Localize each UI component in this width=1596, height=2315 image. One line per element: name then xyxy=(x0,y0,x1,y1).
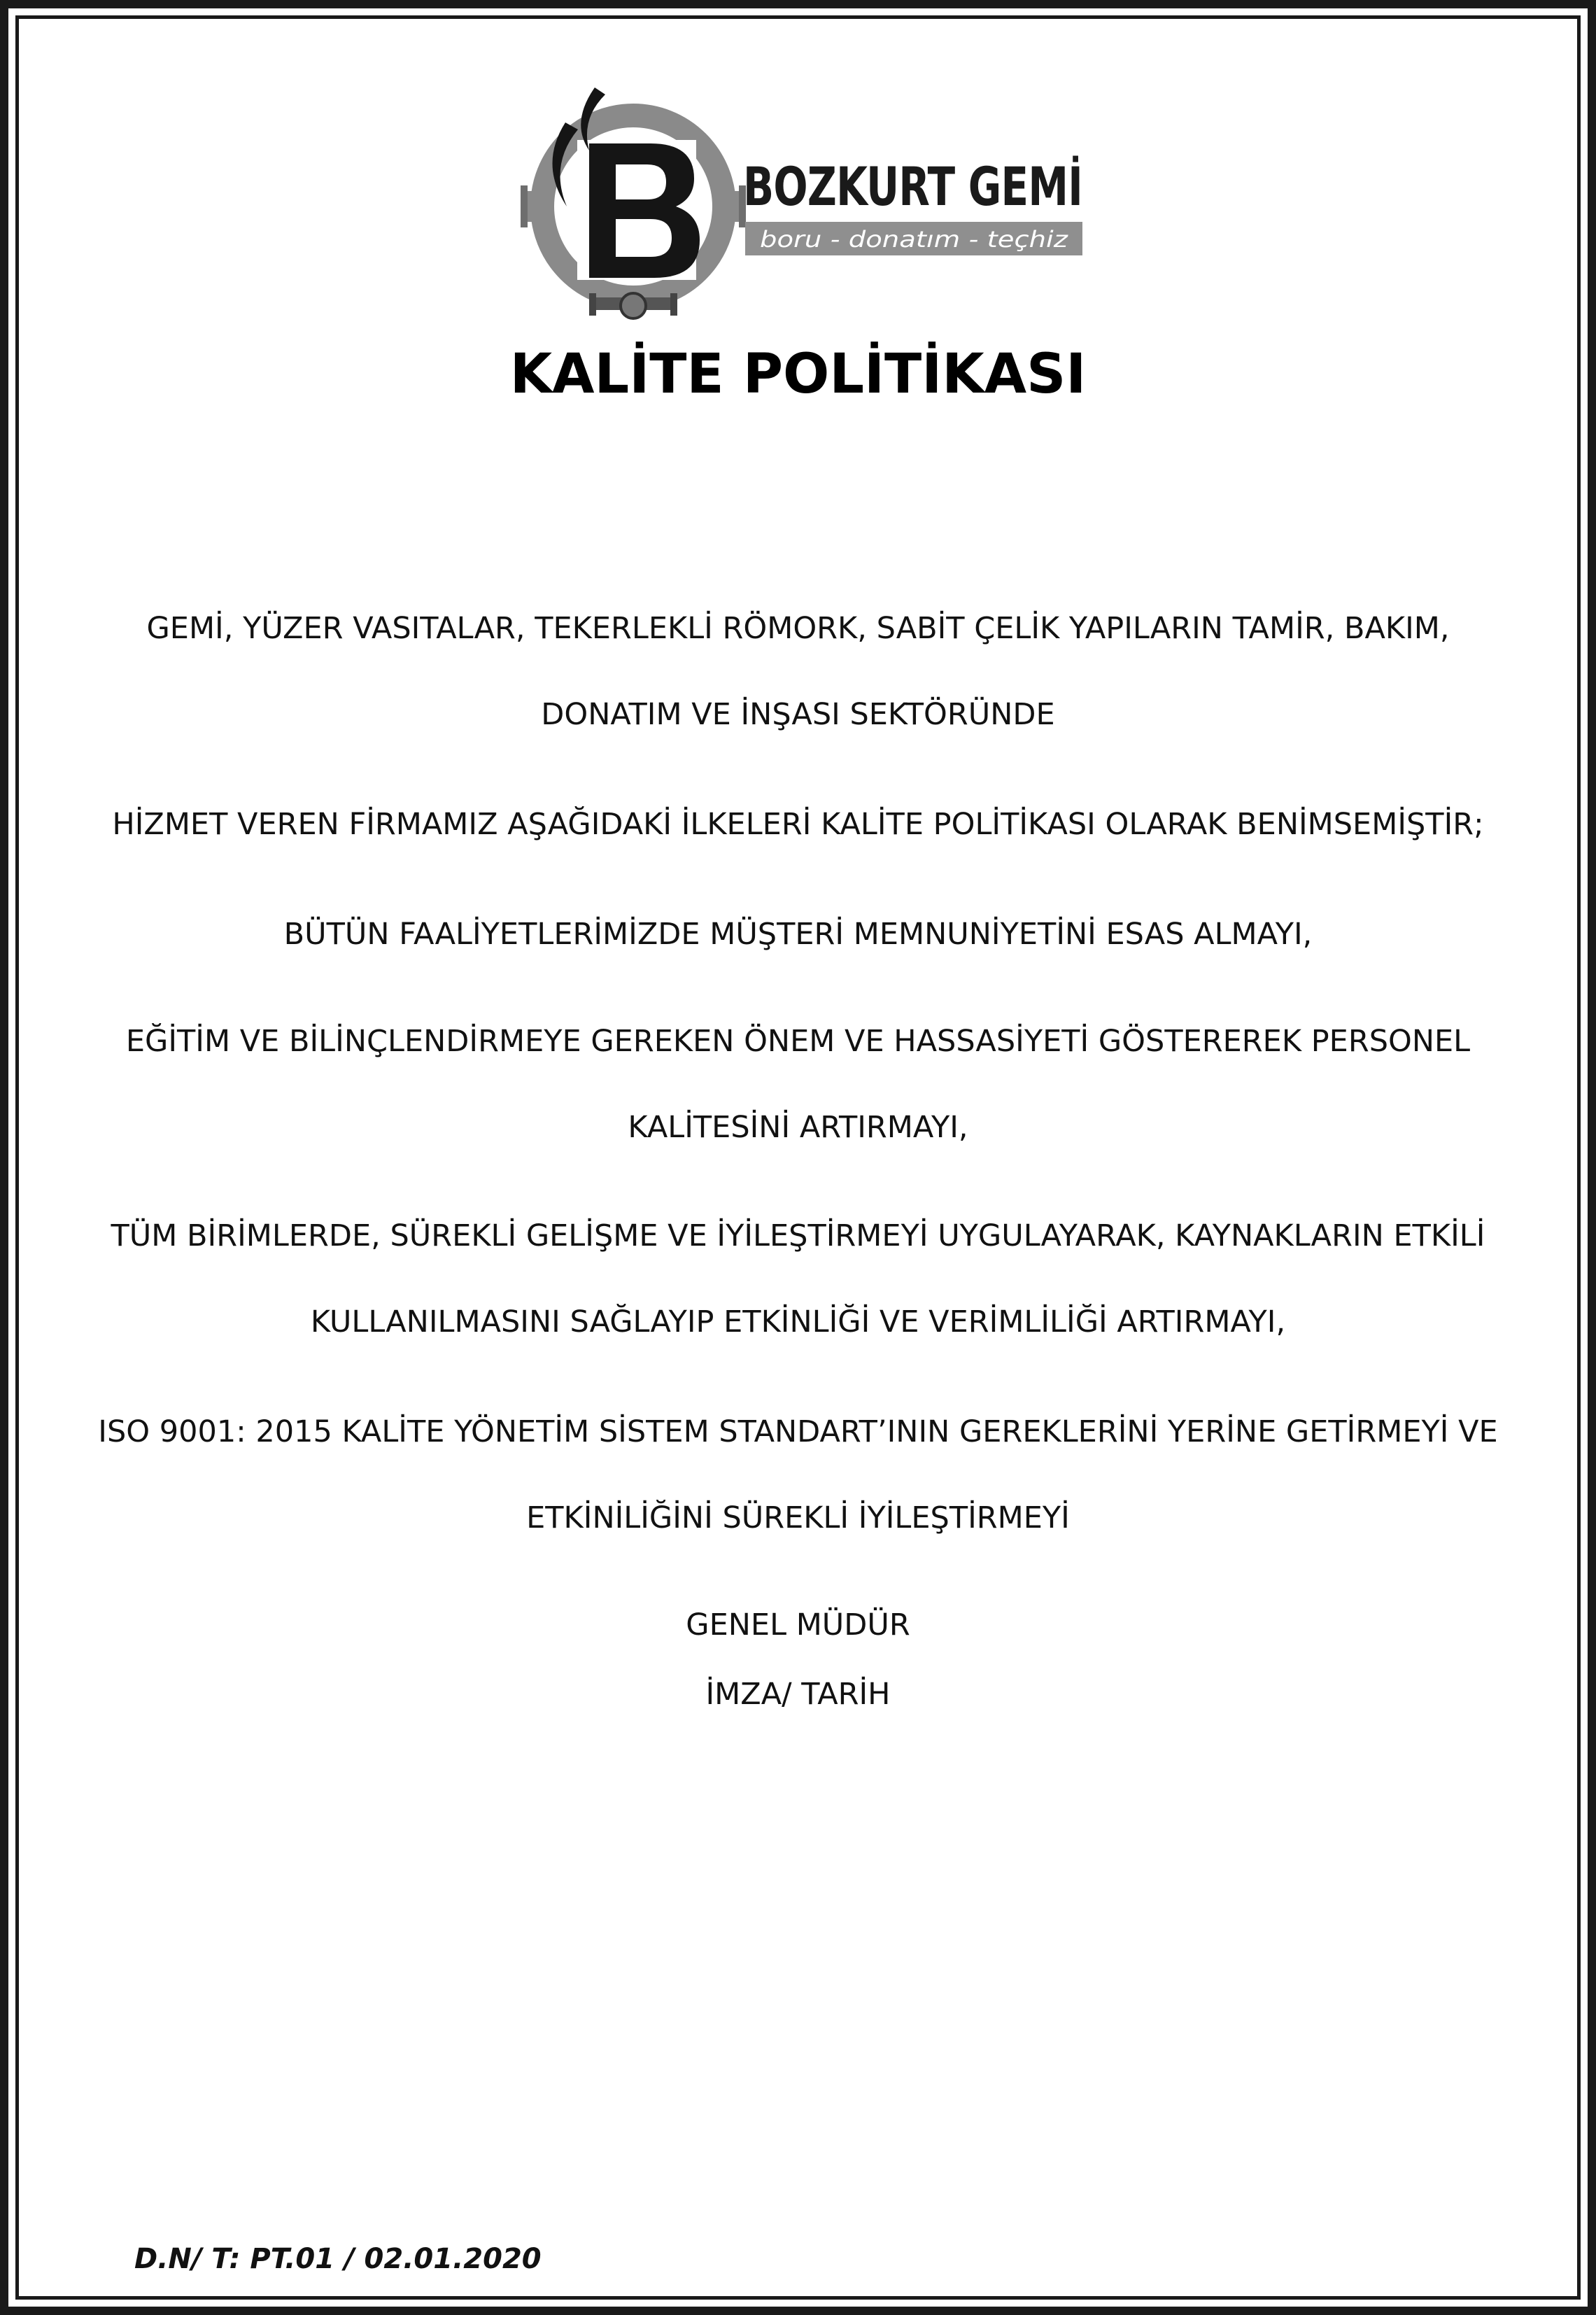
policy-line-7: TÜM BİRİMLERDE, SÜREKLİ GELİŞME VE İYİLEŞTİRMEYİ UYGULAYARAK, KAYNAKLARIN ETKİLİ xyxy=(111,1218,1485,1253)
page-title: KALİTE POLİTİKASI xyxy=(509,343,1087,406)
policy-line-3: HİZMET VEREN FİRMAMIZ AŞAĞIDAKİ İLKELERİ KALİTE POLİTİKASI OLARAK BENİMSEMİŞTİR; xyxy=(112,807,1484,842)
policy-line-8: KULLANILMASINI SAĞLAYIP ETKİNLİĞİ VE VERİMLİLİĞİ ARTIRMAYI, xyxy=(310,1304,1286,1339)
signature-date-label: İMZA/ TARİH xyxy=(705,1677,891,1712)
logo-letter-b xyxy=(589,143,700,278)
policy-line-5: EĞİTİM VE BİLİNÇLENDİRMEYE GEREKEN ÖNEM VE HASSASİYETİ GÖSTEREREK PERSONEL xyxy=(125,1024,1471,1059)
policy-line-10: ETKİNİLİĞİNİ SÜREKLİ İYİLEŞTİRMEYİ xyxy=(526,1500,1070,1535)
signature-role: GENEL MÜDÜR xyxy=(686,1607,910,1642)
logo-company-name: BOZKURT GEMİ xyxy=(743,155,1189,218)
policy-line-2: DONATIM VE İNŞASI SEKTÖRÜNDE xyxy=(541,697,1055,732)
company-logo xyxy=(511,87,1189,325)
document-code: D.N/ T: PT.01 / 02.01.2020 xyxy=(134,2243,542,2275)
policy-line-9: ISO 9001: 2015 KALİTE YÖNETİM SİSTEM STANDART’ININ GEREKLERİNİ YERİNE GETİRMEYİ VE xyxy=(98,1414,1498,1449)
logo-tagline: boru - donatım - teçhiz xyxy=(760,226,1069,253)
policy-line-1: GEMİ, YÜZER VASITALAR, TEKERLEKLİ RÖMORK, SABİT ÇELİK YAPILARIN TAMİR, BAKIM, xyxy=(146,611,1450,646)
policy-line-4: BÜTÜN FAALİYETLERİMİZDE MÜŞTERİ MEMNUNİYETİNİ ESAS ALMAYI, xyxy=(283,917,1313,952)
policy-line-6: KALİTESİNİ ARTIRMAYI, xyxy=(628,1110,968,1145)
